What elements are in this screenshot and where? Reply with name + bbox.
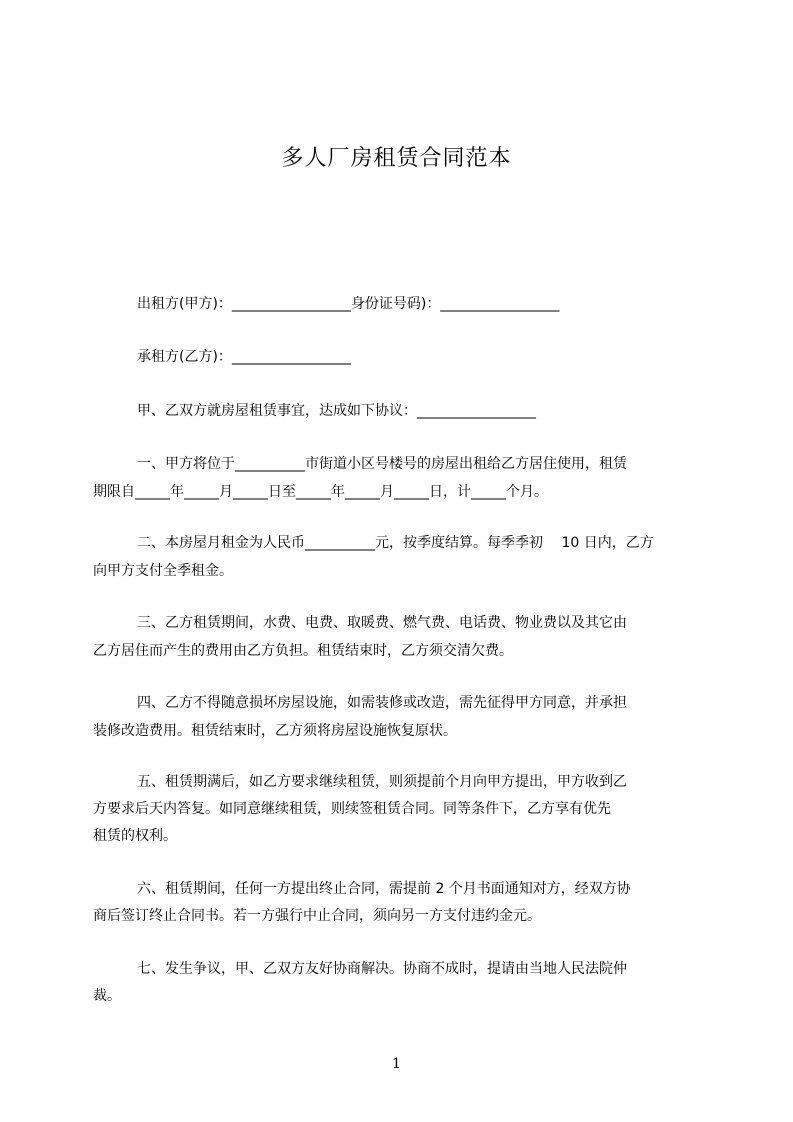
clause-5-line-3: 租赁的权利。	[93, 828, 177, 844]
clause-1-line-1: 一、甲方将位于__________市街道小区号楼号的房屋出租给乙方居住使用，租赁	[137, 456, 627, 472]
lessor-field: 出租方(甲方)：_________________身份证号码)：_________________	[137, 296, 560, 312]
page-number: 1	[392, 1056, 401, 1072]
clause-6-line-2: 商后签订终止合同书。若一方强行中止合同，须向另一方支付违约金元。	[93, 908, 541, 924]
clause-2-line-1: 二、本房屋月租金为人民币__________元，按季度结算。每季季初 10 日内，乙方	[137, 535, 654, 551]
clause-5-line-2: 方要求后天内答复。如同意继续租赁，则续签租赁合同。同等条件下，乙方享有优先	[93, 801, 611, 817]
clause-3-line-1: 三、乙方租赁期间，水费、电费、取暖费、燃气费、电话费、物业费以及其它由	[137, 615, 627, 631]
agreement-line: 甲、乙双方就房屋租赁事宜，达成如下协议：_________________	[137, 403, 536, 419]
clause-5-line-1: 五、租赁期满后，如乙方要求继续租赁，则须提前个月向甲方提出，甲方收到乙	[137, 774, 627, 790]
clause-4-line-2: 装修改造费用。租赁结束时，乙方须将房屋设施恢复原状。	[93, 723, 457, 739]
lessee-field: 承租方(乙方)：_________________	[137, 349, 351, 365]
clause-7-line-1: 七、发生争议，甲、乙双方友好协商解决。协商不成时，提请由当地人民法院仲	[137, 961, 627, 977]
clause-2-line-2: 向甲方支付全季租金。	[93, 563, 233, 579]
clause-3-line-2: 乙方居住而产生的费用由乙方负担。租赁结束时，乙方须交清欠费。	[93, 643, 513, 659]
document-title: 多人厂房租赁合同范本	[281, 146, 512, 171]
clause-7-line-2: 裁。	[93, 988, 121, 1004]
clause-1-line-2: 期限自_____年_____月_____日至_____年_____月_____日，计_____个月。	[93, 484, 548, 500]
clause-6-line-1: 六、租赁期间，任何一方提出终止合同，需提前 2 个月书面通知对方，经双方协	[137, 881, 631, 897]
clause-4-line-1: 四、乙方不得随意损坏房屋设施，如需装修或改造，需先征得甲方同意，并承担	[137, 695, 627, 711]
